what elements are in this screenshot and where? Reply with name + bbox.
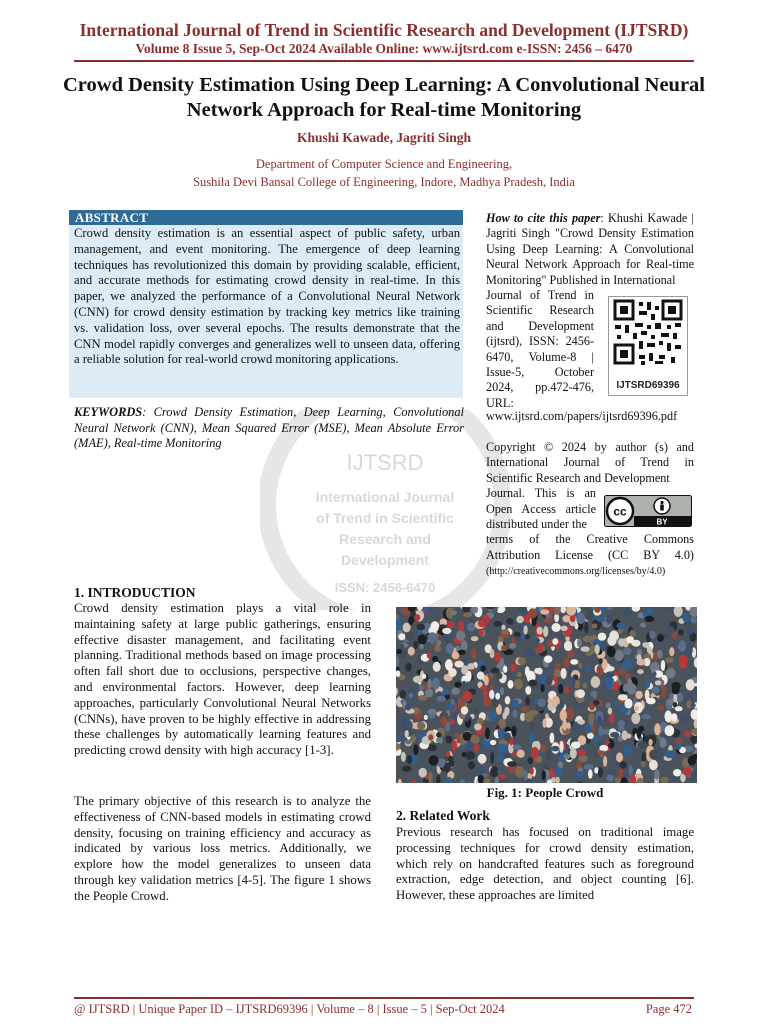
figure-caption: Fig. 1: People Crowd: [486, 785, 604, 800]
copyright-text-1: Copyright © 2024 by author (s) and International Journal of Trend in Scientific Research and Development: [486, 440, 694, 485]
watermark-line-1: IJTSRD: [346, 450, 424, 475]
cc-by-license-icon[interactable]: [604, 495, 692, 527]
keywords-text: : Crowd Density Estimation, Deep Learning, Convolutional Neural Network (CNN), Mean Squared Error (MSE), Mean Absolute Error (MAE), Real-time Monitoring: [74, 405, 464, 451]
watermark-line-6: ISSN: 2456-6470: [334, 580, 436, 595]
keywords: [74, 405, 464, 452]
copyright-text-2: Journal. This is an Open Access article distributed under the: [486, 486, 596, 532]
qr-code: [608, 296, 688, 396]
svg-text:cc: cc: [613, 504, 627, 519]
affiliation-college: Sushila Devi Bansal College of Engineering, Indore, Madhya Pradesh, India: [193, 175, 575, 189]
affiliation-department: Department of Computer Science and Engineering,: [255, 157, 513, 171]
abstract-heading: ABSTRACT: [69, 210, 463, 225]
crowd-photo: [396, 607, 697, 783]
qr-code-graphic: [609, 297, 687, 369]
citation-block: [486, 211, 694, 423]
keywords-label: KEYWORDS: [74, 405, 143, 419]
cc-badge-text: BY: [656, 517, 668, 527]
abstract-box: [69, 210, 463, 398]
header-divider: [74, 60, 694, 62]
citation-top: [486, 211, 694, 288]
citation-top-text: : Khushi Kawade | Jagriti Singh "Crowd Density Estimation Using Deep Learning: A Convolutional Neural Network Approach for Real-time Monitoring" Published in International: [486, 211, 694, 287]
watermark-line-5: Development: [341, 552, 429, 568]
journal-subtitle: Volume 8 Issue 5, Sep-Oct 2024 Available Online: www.ijtsrd.com e-ISSN: 2456 – 6470: [135, 41, 633, 56]
watermark-line-2: International Journal: [315, 489, 455, 505]
intro-heading: 1. INTRODUCTION: [74, 585, 196, 600]
intro-paragraph-1: Crowd density estimation plays a vital role in maintaining safety at large public gatherings, ensuring effective disaster management, and facilitating event planning. Traditional methods based on image processing often fall short due to occlusions, perspective changes, and environmental factors. However, deep learning approaches, particularly Convolutional Neural Networks (CNNs), have proven to be highly effective in addressing these challenges by automatically learning features and predicting crowd density with high accuracy [1-3].: [74, 601, 371, 758]
journal-title: International Journal of Trend in Scientific Research and Development (IJTSRD): [79, 20, 689, 40]
intro-paragraph-2: The primary objective of this research is to analyze the effectiveness of CNN-based models in estimating crowd density, focusing on training efficiency and accuracy as indicated by various loss metrics. Additionally, we explore how the model generalizes to unseen data through key validation metrics [4-5]. The figure 1 shows the People Crowd.: [74, 794, 371, 903]
footer-divider: [74, 997, 694, 999]
citation-mid-text: Journal of Trend in Scientific Research and Development (ijtsrd), ISSN: 2456-6470, Volume-8 | Issue-5, October 2024, pp.472-476, URL:: [486, 288, 594, 410]
related-work-text: Previous research has focused on traditional image processing techniques for crowd density estimation, which rely on handcrafted features such as foreground extraction, edge detection, and object counting [6]. However, these approaches are limited: [396, 825, 694, 903]
qr-code-label: IJTSRD69396: [616, 380, 680, 391]
watermark-line-4: Research and: [339, 531, 431, 547]
watermark-line-3: of Trend in Scientific: [316, 510, 454, 526]
paper-title: Crowd Density Estimation Using Deep Learning: A Convolutional Neural Network Approach for Real-time Monitoring: [62, 74, 705, 121]
paper-authors: Khushi Kawade, Jagriti Singh: [296, 130, 472, 145]
related-work-heading: 2. Related Work: [396, 808, 490, 823]
abstract-text: Crowd density estimation is an essential aspect of public safety, urban management, and event monitoring. The emergence of deep learning techniques has revolutionized this domain by providing scalable, efficient, and accurate methods for estimating crowd density in real-time. In this paper, we analyzed the performance of a Convolutional Neural Network (CNN) for crowd density estimation by tracking key metrics like training vs. validation loss, over several epochs. The results demonstrate that the CNN model rapidly converges and generalizes well to unseen data, offering a reliable solution for real-world crowd monitoring applications.: [74, 226, 460, 367]
page-number: Page 472: [645, 1002, 692, 1016]
citation-url[interactable]: www.ijtsrd.com/papers/ijtsrd69396.pdf: [486, 409, 678, 423]
people-crowd-image: [396, 607, 697, 783]
citation-label: How to cite this paper: [486, 211, 601, 225]
footer-info: @ IJTSRD | Unique Paper ID – IJTSRD69396 | Volume – 8 | Issue – 5 | Sep-Oct 2024: [74, 1002, 505, 1016]
copyright-text-3: terms of the Creative Commons Attribution License (CC BY 4.0): [486, 532, 694, 562]
license-url[interactable]: (http://creativecommons.org/licenses/by/4.0): [486, 566, 666, 578]
